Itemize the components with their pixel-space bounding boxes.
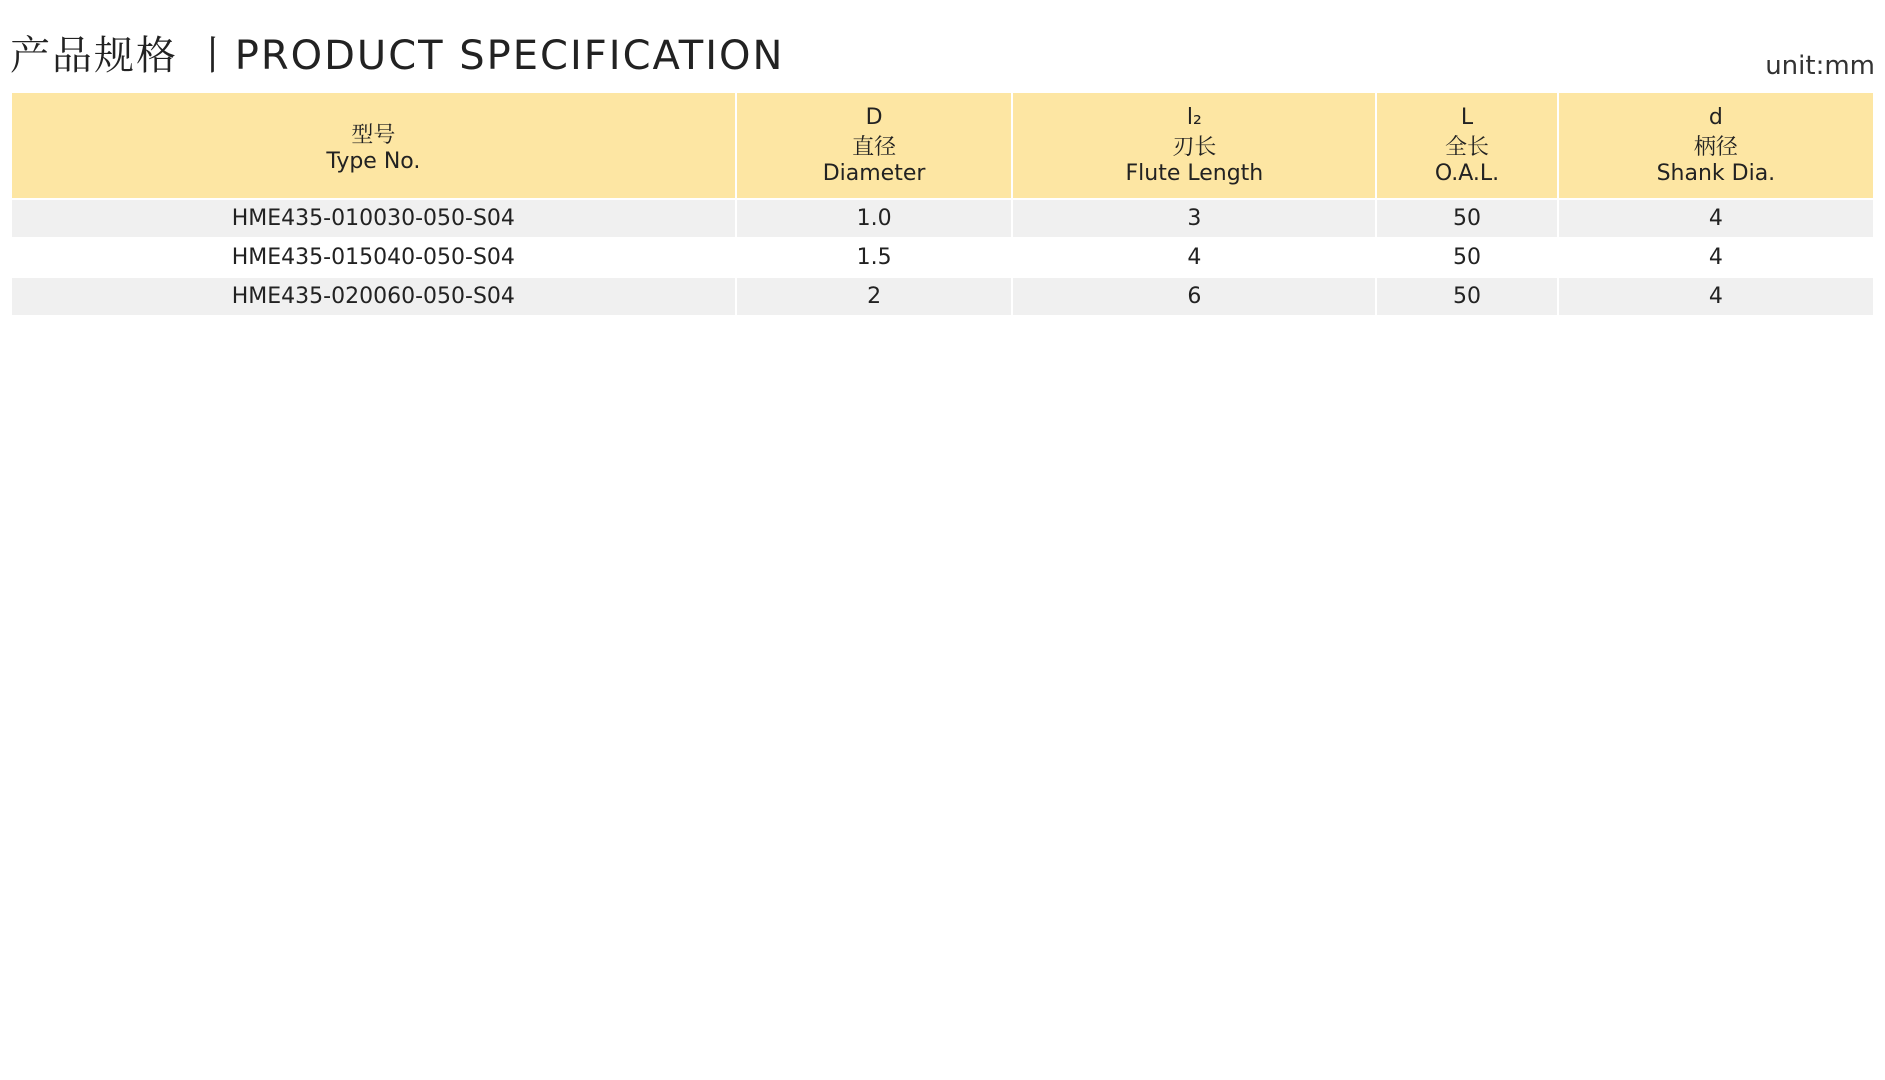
type-no: HME435-020060-050-S04 bbox=[12, 278, 735, 315]
table-row bbox=[12, 239, 1873, 276]
spec-table bbox=[10, 91, 1875, 317]
table-row bbox=[12, 278, 1873, 315]
shank-dia: 4 bbox=[1559, 200, 1873, 237]
flute-length: 4 bbox=[1187, 245, 1202, 270]
title-row bbox=[10, 24, 1875, 81]
spec-header-row bbox=[12, 93, 1873, 198]
table-row bbox=[12, 200, 1873, 237]
oal: 50 bbox=[1377, 278, 1557, 315]
col-flute-length: l₂ 刃长 Flute Length bbox=[1013, 93, 1375, 198]
shank-dia: 4 bbox=[1708, 245, 1723, 270]
flute-length: 3 bbox=[1013, 200, 1375, 237]
oal: 50 bbox=[1377, 200, 1557, 237]
diameter: 1.0 bbox=[737, 200, 1012, 237]
diameter: 1.5 bbox=[856, 245, 892, 270]
col-oal: L 全长 O.A.L. bbox=[1377, 93, 1557, 198]
col-diameter: D 直径 Diameter bbox=[737, 93, 1012, 198]
type-no: HME435-010030-050-S04 bbox=[12, 200, 735, 237]
col-shank-dia: d 柄径 Shank Dia. bbox=[1559, 93, 1873, 198]
page-title: 产品规格 丨PRODUCT SPECIFICATION bbox=[10, 33, 785, 79]
unit-label: unit:mm bbox=[1765, 51, 1875, 81]
diameter: 2 bbox=[737, 278, 1012, 315]
shank-dia: 4 bbox=[1559, 278, 1873, 315]
type-no: HME435-015040-050-S04 bbox=[231, 245, 515, 270]
oal: 50 bbox=[1452, 245, 1481, 270]
flute-length: 6 bbox=[1013, 278, 1375, 315]
col-type-no: 型号 Type No. bbox=[12, 93, 735, 198]
